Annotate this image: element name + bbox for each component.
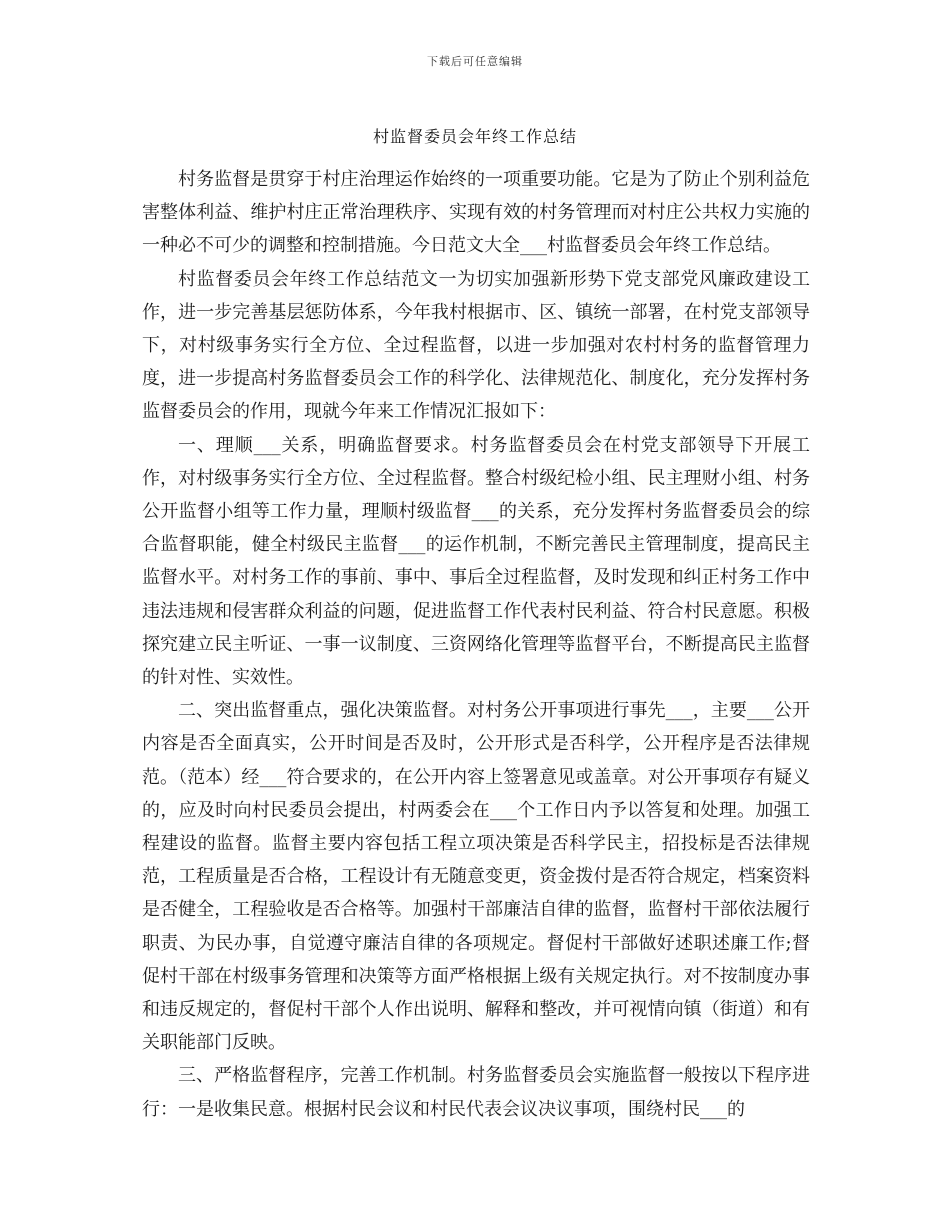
- paragraph-section-1: 一、理顺___关系，明确监督要求。村务监督委员会在村党支部领导下开展工作，对村级事务实行全方位、全过程监督。整合村级纪检小组、民主理财小组、村务公开监督小组等工作力量，理顺村级监督___的关系，充分发挥村务监督委员会的综合监督职能，健全村级民主监督___的运作机制，不断完善民主管理制度，提高民主监督水平。对村务工作的事前、事中、事后全过程监督，及时发现和纠正村务工作中违法违规和侵害群众利益的问题，促进监督工作代表村民利益、符合村民意愿。积极探究建立民主听证、一事一议制度、三资网络化管理等监督平台，不断提高民主监督的针对性、实效性。: [142, 434, 810, 689]
- paragraph-section-3: 三、严格监督程序，完善工作机制。村务监督委员会实施监督一般按以下程序进行：一是收集民意。根据村民会议和村民代表会议决议事项，围绕村民___的: [142, 1065, 810, 1120]
- document-body: [142, 163, 810, 1126]
- paragraph-overview: 村监督委员会年终工作总结范文一为切实加强新形势下党支部党风廉政建设工作，进一步完善基层惩防体系，今年我村根据市、区、镇统一部署，在村党支部领导下，对村级事务实行全方位、全过程监督，以进一步加强对农村村务的监督管理力度，进一步提高村务监督委员会工作的科学化、法律规范化、制度化，充分发挥村务监督委员会的作用，现就今年来工作情况汇报如下：: [142, 268, 810, 423]
- header-note: 下载后可任意编辑: [427, 55, 523, 68]
- page-title: 村监督委员会年终工作总结: [372, 127, 577, 146]
- paragraph-section-2: 二、突出监督重点，强化决策监督。对村务公开事项进行事先___，主要___公开内容是否全面真实，公开时间是否及时，公开形式是否科学，公开程序是否法律规范。（范本）经___符合要求的，在公开内容上签署意见或盖章。对公开事项存有疑义的，应及时向村民委员会提出，村两委会在___个工作日内予以答复和处理。加强工程建设的监督。监督主要内容包括工程立项决策是否科学民主，招投标是否法律规范，工程质量是否合格，工程设计有无随意变更，资金拨付是否符合规定，档案资料是否健全，工程验收是否合格等。加强村干部廉洁自律的监督，监督村干部依法履行职责、为民办事，自觉遵守廉洁自律的各项规定。督促村干部做好述职述廉工作;督促村干部在村级事务管理和决策等方面严格根据上级有关规定执行。对不按制度办事和违反规定的，督促村干部个人作出说明、解释和整改，并可视情向镇（街道）和有关职能部门反映。: [142, 700, 810, 1054]
- paragraph-intro: 村务监督是贯穿于村庄治理运作始终的一项重要功能。它是为了防止个别利益危害整体利益、维护村庄正常治理秩序、实现有效的村务管理而对村庄公共权力实施的一种必不可少的调整和控制措施。今日范文大全___村监督委员会年终工作总结。: [142, 169, 810, 257]
